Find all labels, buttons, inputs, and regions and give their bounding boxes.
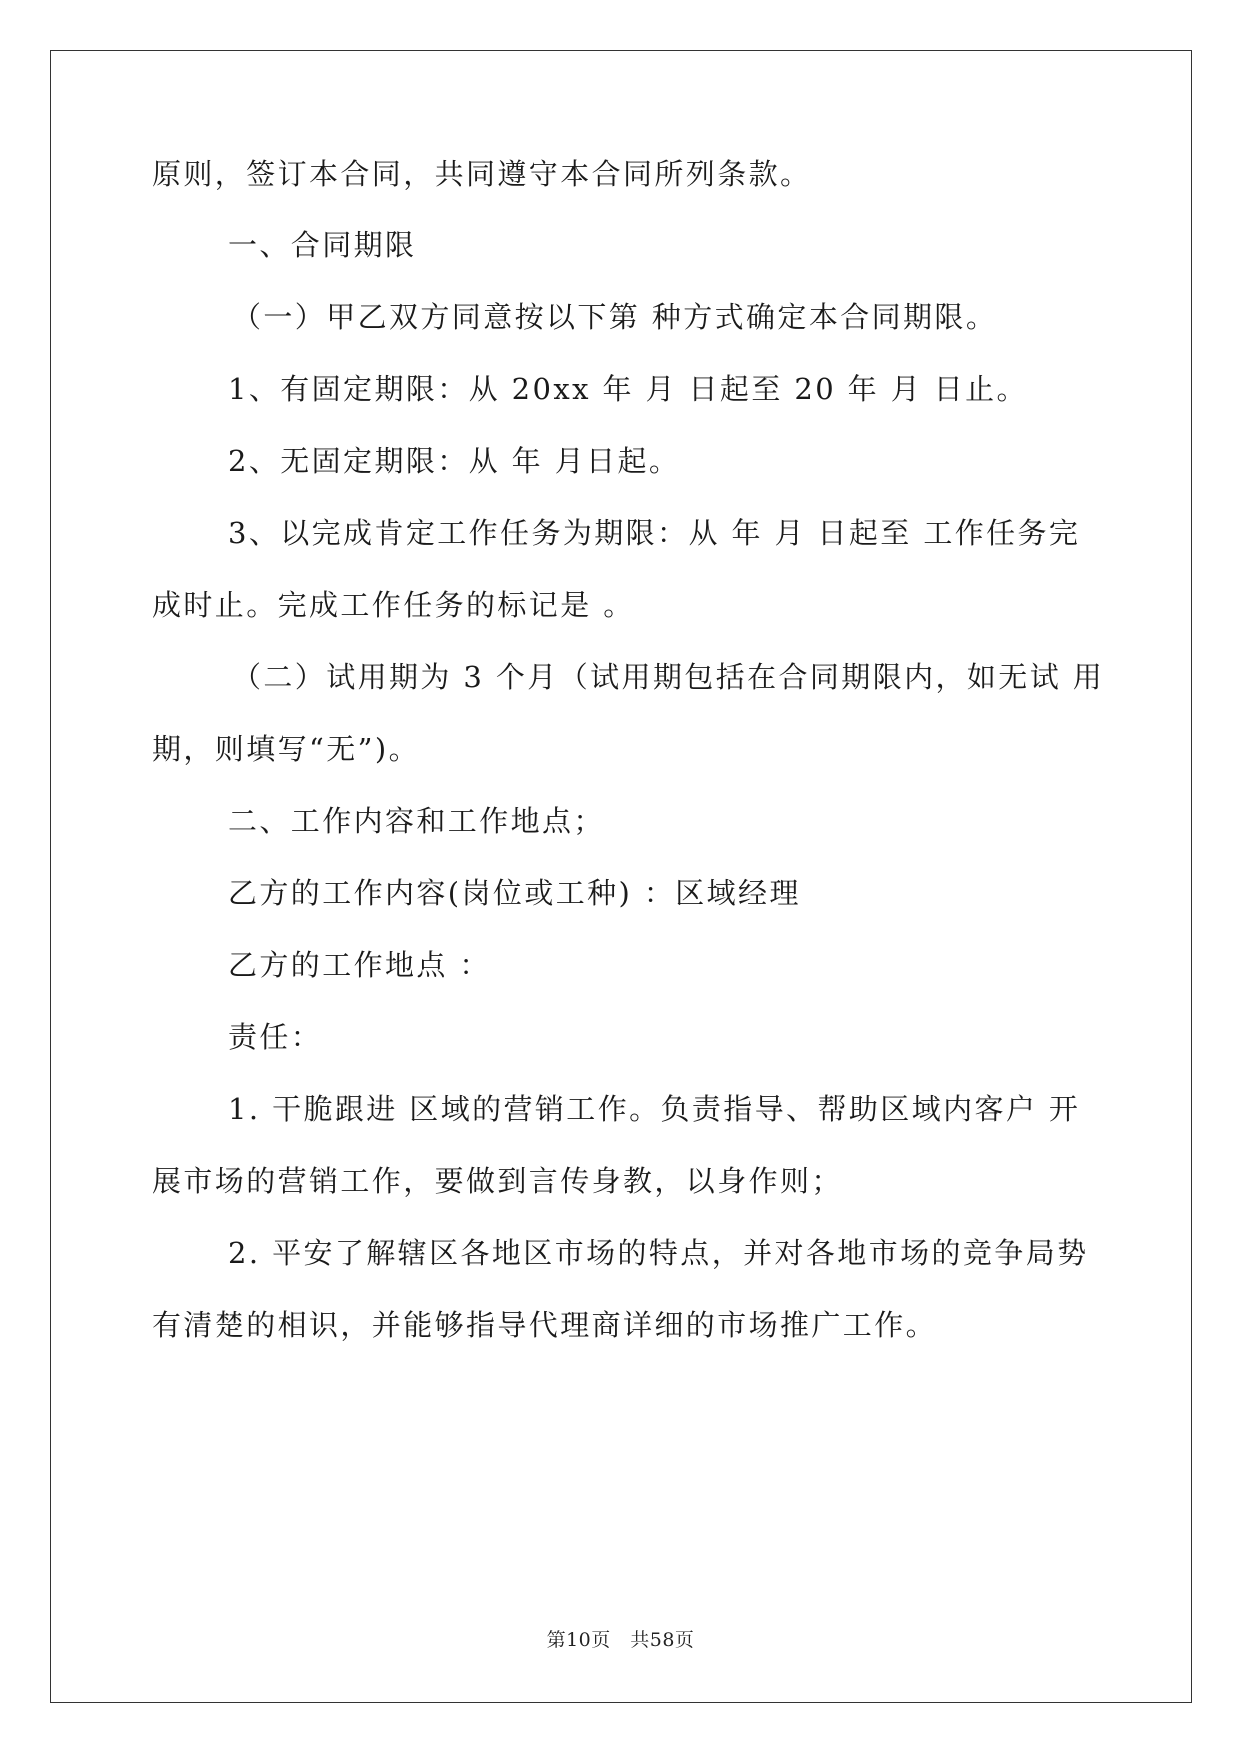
paragraph-line: 期，则填写“无”)。: [152, 732, 420, 766]
list-item: 3、以完成肯定工作任务为期限：从 年 月 日起至 工作任务完: [228, 516, 1081, 550]
paragraph-line: 乙方的工作内容(岗位或工种) ：区域经理: [228, 876, 801, 910]
list-item: 1. 干脆跟进 区域的营销工作。负责指导、帮助区域内客户 开: [228, 1092, 1081, 1126]
list-item: 2、无固定期限：从 年 月日起。: [228, 444, 681, 478]
page-number: 第10页 共58页: [546, 1629, 695, 1651]
paragraph-line: 乙方的工作地点 ：: [228, 948, 491, 982]
paragraph-line: 有清楚的相识，并能够指导代理商详细的市场推广工作。: [152, 1308, 938, 1342]
paragraph-line: 原则，签订本合同，共同遵守本合同所列条款。: [152, 157, 812, 191]
section-heading: 二、工作内容和工作地点；: [228, 804, 605, 838]
subsection-heading: （二）试用期为 3 个月（试用期包括在合同期限内，如无试 用: [232, 660, 1105, 694]
section-heading: 一、合同期限: [228, 228, 417, 262]
paragraph-line: 责任：: [228, 1020, 323, 1054]
paragraph-line: 展市场的营销工作，要做到言传身教，以身作则；: [152, 1164, 843, 1198]
list-item: 2. 平安了解辖区各地区市场的特点，并对各地市场的竞争局势: [228, 1236, 1089, 1270]
list-item: 1、有固定期限：从 20xx 年 月 日起至 20 年 月 日止。: [228, 372, 1028, 406]
paragraph-line: 成时止。完成工作任务的标记是 。: [152, 588, 635, 622]
subsection-heading: （一）甲乙双方同意按以下第 种方式确定本合同期限。: [232, 300, 998, 334]
